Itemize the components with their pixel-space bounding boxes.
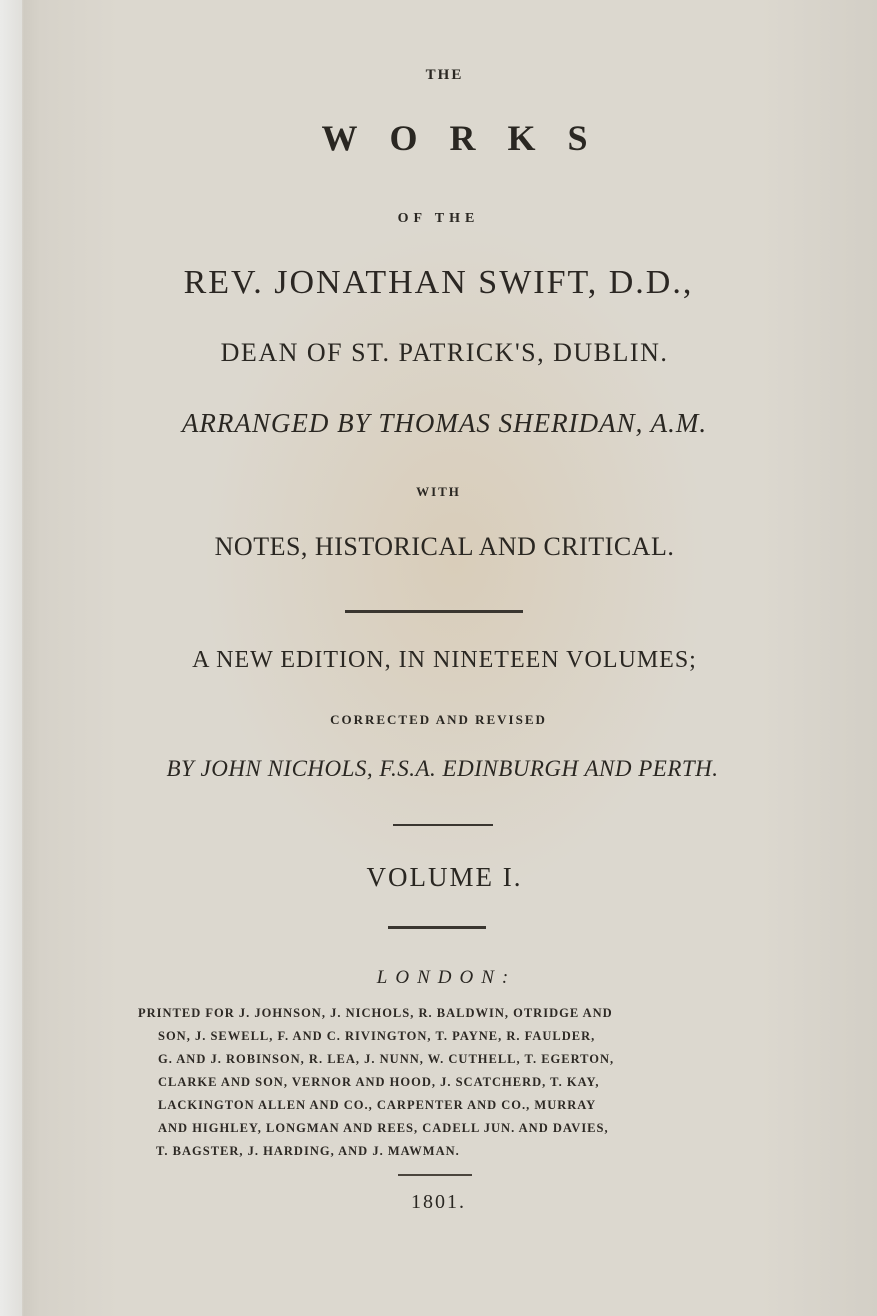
- title-of-the: OF THE: [397, 211, 480, 226]
- imprint-line: LACKINGTON ALLEN AND CO., CARPENTER AND CO., MURRAY: [158, 1098, 597, 1112]
- edition-line: A NEW EDITION, IN NINETEEN VOLUMES;: [192, 647, 697, 673]
- ornamental-rule: [398, 1174, 472, 1176]
- with-label: WITH: [416, 484, 461, 499]
- arranged-by: ARRANGED BY THOMAS SHERIDAN, A.M.: [181, 408, 708, 438]
- author-title: DEAN OF ST. PATRICK'S, DUBLIN.: [220, 338, 669, 367]
- ornamental-rule: [388, 926, 486, 929]
- volume-number: VOLUME I.: [366, 862, 523, 892]
- corrected-line: CORRECTED AND REVISED: [330, 712, 547, 727]
- title-works: WORKS: [321, 118, 620, 158]
- imprint-place: LONDON:: [376, 967, 517, 988]
- ornamental-rule: [393, 824, 493, 826]
- imprint-line: PRINTED FOR J. JOHNSON, J. NICHOLS, R. BALDWIN, OTRIDGE AND: [138, 1006, 613, 1020]
- notes-line: NOTES, HISTORICAL AND CRITICAL.: [214, 532, 675, 561]
- editor-line: BY JOHN NICHOLS, F.S.A. EDINBURGH AND PERTH.: [166, 756, 719, 781]
- imprint-line: CLARKE AND SON, VERNOR AND HOOD, J. SCATCHERD, T. KAY,: [158, 1075, 600, 1089]
- title-the: THE: [425, 67, 464, 83]
- imprint-line: T. BAGSTER, J. HARDING, AND J. MAWMAN.: [156, 1144, 460, 1158]
- publication-year: 1801.: [411, 1191, 466, 1213]
- imprint-line: SON, J. SEWELL, F. AND C. RIVINGTON, T. PAYNE, R. FAULDER,: [158, 1029, 596, 1043]
- ornamental-rule: [345, 610, 523, 613]
- imprint-line: G. AND J. ROBINSON, R. LEA, J. NUNN, W. CUTHELL, T. EGERTON,: [158, 1052, 615, 1066]
- imprint-block: [138, 1002, 740, 1163]
- author-name: REV. JONATHAN SWIFT, D.D.,: [183, 264, 694, 301]
- imprint-line: AND HIGHLEY, LONGMAN AND REES, CADELL JUN. AND DAVIES,: [158, 1121, 609, 1135]
